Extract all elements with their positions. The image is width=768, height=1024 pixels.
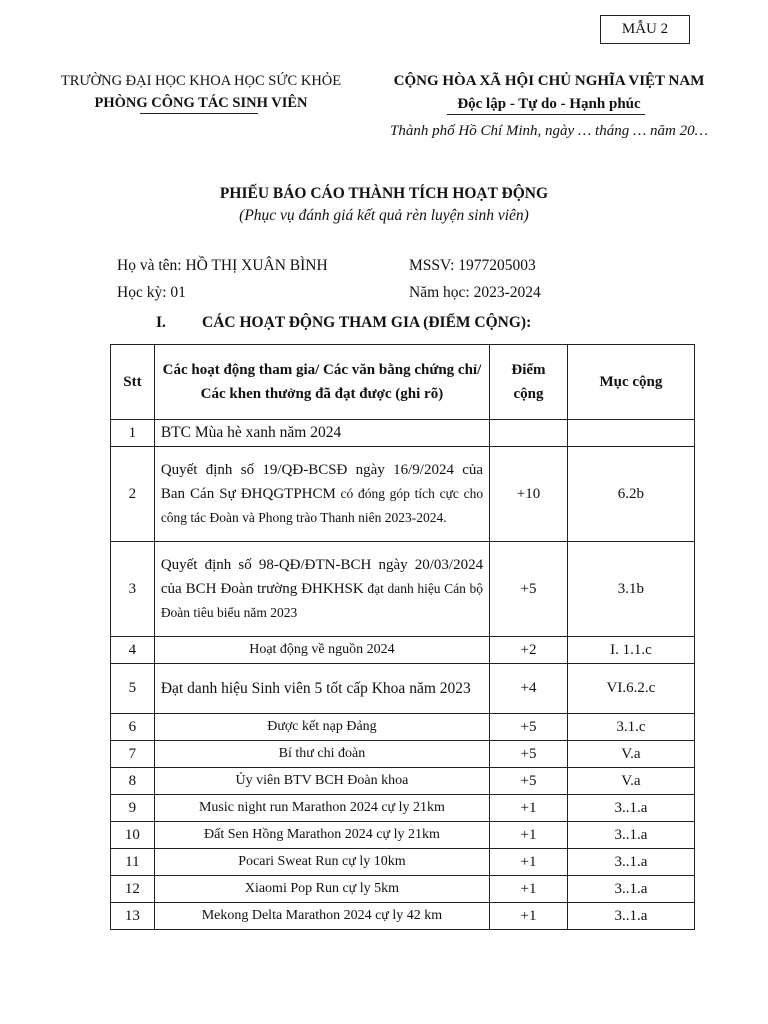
row-category: 3.1b <box>567 542 694 637</box>
row-stt: 5 <box>111 664 155 714</box>
semester: Học kỳ: 01 <box>117 284 186 301</box>
table-row <box>111 768 695 795</box>
table-row <box>111 903 695 930</box>
row-stt: 1 <box>111 420 155 447</box>
place-date-line: Thành phố Hồ Chí Minh, ngày … tháng … năm 20… <box>390 123 708 139</box>
form-code-box <box>600 15 690 44</box>
activities-table <box>110 344 695 930</box>
row-stt: 11 <box>111 849 155 876</box>
document-title: PHIẾU BÁO CÁO THÀNH TÍCH HOẠT ĐỘNG <box>219 185 549 202</box>
row-activity-decision: Quyết định số 19/QĐ-BCSĐ ngày 16/9/2024 của Ban Cán Sự ĐHQGTPHCM <box>160 462 484 502</box>
academic-year: Năm học: 2023-2024 <box>409 284 541 301</box>
row-stt: 4 <box>111 637 155 664</box>
row-points: +10 <box>490 447 568 542</box>
row-points: +5 <box>490 542 568 637</box>
row-stt: 6 <box>111 714 155 741</box>
row-activity: BTC Mùa hè xanh năm 2024 <box>154 420 489 447</box>
row-category: VI.6.2.c <box>567 664 694 714</box>
row-points: +5 <box>490 768 568 795</box>
table-row <box>111 637 695 664</box>
student-id: MSSV: 1977205003 <box>409 257 536 274</box>
table-row <box>111 714 695 741</box>
national-title: CỘNG HÒA XÃ HỘI CHỦ NGHĨA VIỆT NAM <box>393 73 705 89</box>
form-code: MẪU 2 <box>621 21 669 37</box>
row-activity: Music night run Marathon 2024 cự ly 21km <box>154 795 489 822</box>
row-points: +1 <box>490 876 568 903</box>
university-name: TRƯỜNG ĐẠI HỌC KHOA HỌC SỨC KHỎE <box>60 73 342 89</box>
row-points: +1 <box>490 795 568 822</box>
section-heading <box>156 314 531 332</box>
row-activity <box>154 542 489 637</box>
table-row <box>111 876 695 903</box>
header-points: Điểm cộng <box>490 345 568 420</box>
row-category: 3..1.a <box>567 822 694 849</box>
document-subtitle: (Phục vụ đánh giá kết quả rèn luyện sinh viên) <box>239 207 529 224</box>
row-points <box>490 420 568 447</box>
row-points: +5 <box>490 741 568 768</box>
national-header <box>366 70 732 143</box>
row-points: +1 <box>490 849 568 876</box>
row-category: 3..1.a <box>567 876 694 903</box>
row-category: 3.1.c <box>567 714 694 741</box>
row-category: V.a <box>567 768 694 795</box>
department-name: PHÒNG CÔNG TÁC SINH VIÊN <box>94 95 308 111</box>
row-stt: 3 <box>111 542 155 637</box>
table-row <box>111 447 695 542</box>
row-category: I. 1.1.c <box>567 637 694 664</box>
table-row <box>111 822 695 849</box>
row-activity: Xiaomi Pop Run cự ly 5km <box>154 876 489 903</box>
row-activity: Ủy viên BTV BCH Đoàn khoa <box>154 768 489 795</box>
table-row <box>111 741 695 768</box>
row-activity: Mekong Delta Marathon 2024 cự ly 42 km <box>154 903 489 930</box>
row-activity <box>154 447 489 542</box>
row-stt: 12 <box>111 876 155 903</box>
row-activity: Hoạt động về nguồn 2024 <box>154 637 489 664</box>
header-category: Mục cộng <box>567 345 694 420</box>
table-row <box>111 795 695 822</box>
motto-underline <box>447 114 645 115</box>
row-activity: Bí thư chi đoàn <box>154 741 489 768</box>
row-activity: Pocari Sweat Run cự ly 10km <box>154 849 489 876</box>
table-row <box>111 420 695 447</box>
row-points: +4 <box>490 664 568 714</box>
row-category: 3..1.a <box>567 849 694 876</box>
header-activity: Các hoạt động tham gia/ Các văn bằng chứng chỉ/ Các khen thưởng đã đạt được (ghi rõ) <box>154 345 489 420</box>
national-motto: Độc lập - Tự do - Hạnh phúc <box>457 96 641 112</box>
row-activity: Đất Sen Hồng Marathon 2024 cự ly 21km <box>154 822 489 849</box>
row-stt: 13 <box>111 903 155 930</box>
table-header-row <box>111 345 695 420</box>
row-stt: 2 <box>111 447 155 542</box>
institution-header <box>40 70 362 114</box>
row-stt: 10 <box>111 822 155 849</box>
row-stt: 7 <box>111 741 155 768</box>
table-row <box>111 849 695 876</box>
row-points: +5 <box>490 714 568 741</box>
row-stt: 8 <box>111 768 155 795</box>
row-activity-detail: đạt danh hiệu Cán bộ Đoàn tiêu biểu năm 2023 <box>160 581 484 620</box>
row-activity-detail: có đóng góp tích cực cho công tác Đoàn và Phong trào Thanh niên 2023-2024. <box>160 486 484 525</box>
header-stt: Stt <box>111 345 155 420</box>
row-category <box>567 420 694 447</box>
row-category: 3..1.a <box>567 903 694 930</box>
row-category: V.a <box>567 741 694 768</box>
row-category: 6.2b <box>567 447 694 542</box>
row-activity: Đạt danh hiệu Sinh viên 5 tốt cấp Khoa năm 2023 <box>154 664 489 714</box>
student-name: Họ và tên: HỒ THỊ XUÂN BÌNH <box>117 257 328 274</box>
row-activity: Được kết nạp Đảng <box>154 714 489 741</box>
row-category: 3..1.a <box>567 795 694 822</box>
section-title: CÁC HOẠT ĐỘNG THAM GIA (ĐIỂM CỘNG): <box>202 314 532 331</box>
row-points: +1 <box>490 822 568 849</box>
section-number: I. <box>156 314 166 331</box>
row-stt: 9 <box>111 795 155 822</box>
table-row <box>111 664 695 714</box>
row-points: +2 <box>490 637 568 664</box>
department-underline <box>140 113 258 114</box>
table-row <box>111 542 695 637</box>
row-points: +1 <box>490 903 568 930</box>
row-activity-decision: Quyết định số 98-QĐ/ĐTN-BCH ngày 20/03/2024 của BCH Đoàn trường ĐHKHSK <box>160 557 484 597</box>
